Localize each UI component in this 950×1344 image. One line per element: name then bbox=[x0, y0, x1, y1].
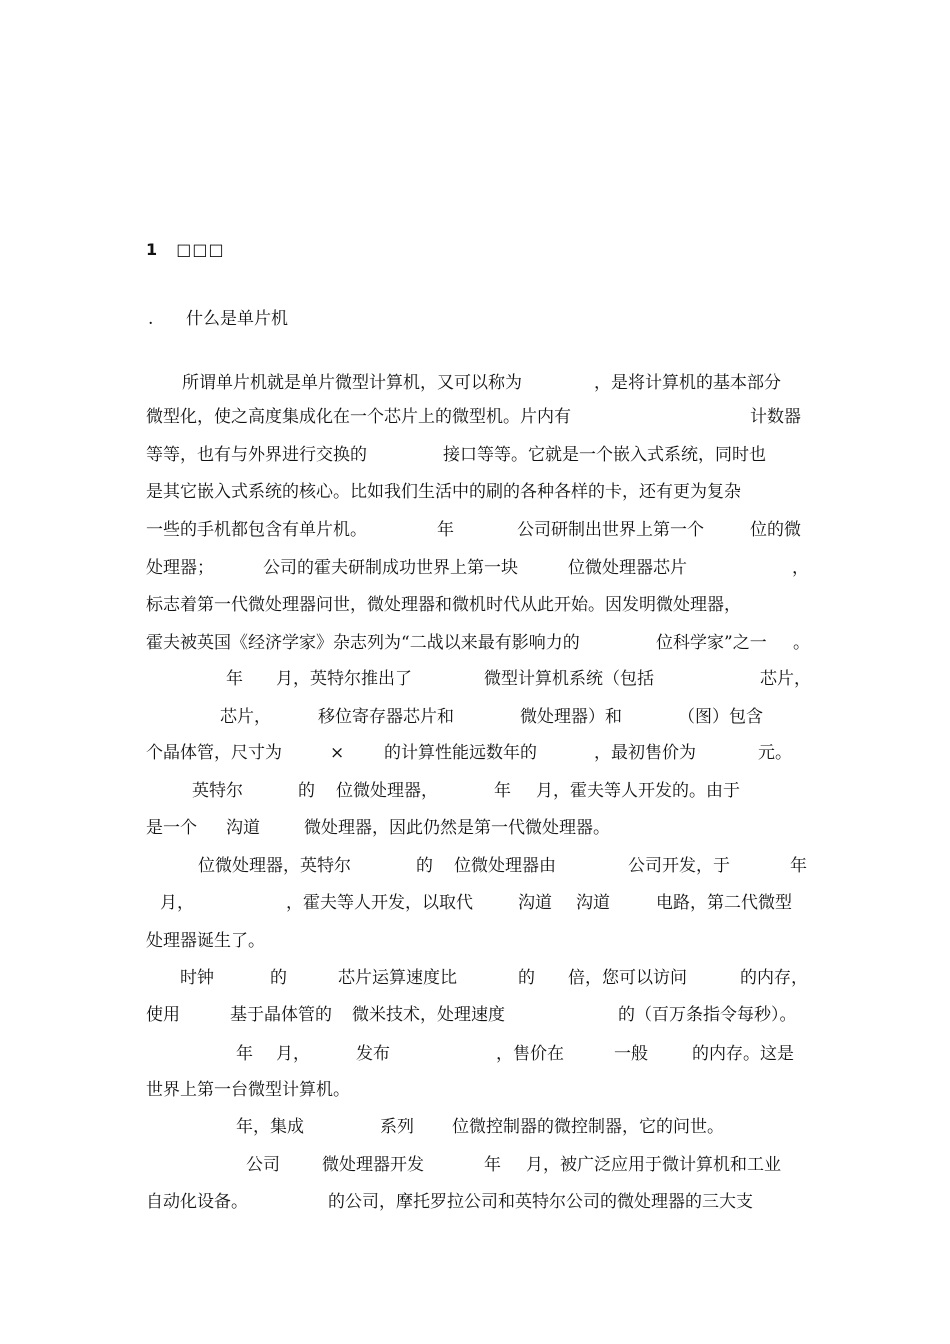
text-segment: 处理器诞生了。 bbox=[146, 931, 265, 951]
text-line bbox=[0, 665, 950, 693]
text-segment: 的公司，摩托罗拉公司和英特尔公司的微处理器的三大支 bbox=[328, 1192, 753, 1212]
text-segment: 微处理器，因此仍然是第一代微处理器。 bbox=[304, 818, 610, 838]
text-segment: 一般 bbox=[614, 1044, 648, 1064]
text-segment: 。 bbox=[793, 633, 810, 653]
text-segment: ，售价在 bbox=[496, 1044, 564, 1064]
text-line bbox=[0, 927, 950, 955]
text-segment: . bbox=[148, 309, 154, 329]
text-line bbox=[0, 964, 950, 992]
text-line bbox=[0, 403, 950, 431]
text-segment: 芯片， bbox=[220, 707, 271, 727]
text-segment: 是其它嵌入式系统的核心。比如我们生活中的刷的各种各样的卡，还有更为复杂 bbox=[146, 482, 741, 502]
text-segment: 的 bbox=[416, 856, 433, 876]
text-segment: 系列 bbox=[380, 1117, 414, 1137]
text-segment: 月，被广泛应用于微计算机和工业 bbox=[526, 1155, 781, 1175]
section-title: □□□ bbox=[176, 240, 225, 259]
text-segment: 微处理器）和 bbox=[520, 707, 622, 727]
text-segment: 微型计算机系统（包括 bbox=[484, 669, 654, 689]
text-segment: 公司开发，于 bbox=[628, 856, 730, 876]
text-line bbox=[0, 1040, 950, 1068]
text-segment: 微型化，使之高度集成化在一个芯片上的微型机。片内有 bbox=[146, 407, 571, 427]
text-line bbox=[0, 703, 950, 731]
text-line bbox=[0, 777, 950, 805]
text-segment: 的内存。这是 bbox=[692, 1044, 794, 1064]
text-segment: 月， bbox=[160, 893, 194, 913]
text-segment: ，最初售价为 bbox=[594, 743, 696, 763]
text-segment: 月，英特尔推出了 bbox=[276, 669, 412, 689]
text-segment: 微米技术，处理速度 bbox=[352, 1005, 505, 1025]
text-segment: 电路，第二代微型 bbox=[656, 893, 792, 913]
text-segment: 公司研制出世界上第一个 bbox=[517, 520, 704, 540]
text-line bbox=[0, 516, 950, 544]
text-segment: 所谓单片机就是单片微型计算机，又可以称为 bbox=[182, 373, 522, 393]
text-segment: 年 bbox=[484, 1155, 501, 1175]
text-segment: 标志着第一代微处理器问世，微处理器和微机时代从此开始。因发明微处理器， bbox=[146, 595, 741, 615]
text-segment: 芯片， bbox=[760, 669, 811, 689]
text-line bbox=[0, 1001, 950, 1029]
text-segment: 沟道 bbox=[518, 893, 552, 913]
text-line bbox=[0, 1113, 950, 1141]
text-segment: 月，霍夫等人开发的。由于 bbox=[536, 781, 740, 801]
text-segment: （图）包含 bbox=[678, 707, 763, 727]
text-segment: 公司的霍夫研制成功世界上第一块 bbox=[263, 558, 518, 578]
text-line bbox=[0, 739, 950, 767]
text-line bbox=[0, 369, 950, 397]
text-segment: 沟道 bbox=[576, 893, 610, 913]
text-segment: 英特尔 bbox=[192, 781, 243, 801]
text-segment: 微处理器开发 bbox=[322, 1155, 424, 1175]
text-segment: 世界上第一台微型计算机。 bbox=[146, 1080, 350, 1100]
text-segment: 位的微 bbox=[750, 520, 801, 540]
text-segment: ，霍夫等人开发，以取代 bbox=[286, 893, 473, 913]
text-segment: 使用 bbox=[146, 1005, 180, 1025]
text-segment: 芯片运算速度比 bbox=[338, 968, 457, 988]
text-line bbox=[0, 478, 950, 506]
text-segment: 是一个 bbox=[146, 818, 197, 838]
text-segment: 的（百万条指令每秒）。 bbox=[618, 1005, 797, 1025]
text-line bbox=[0, 814, 950, 842]
text-line bbox=[0, 591, 950, 619]
text-segment: 年 bbox=[226, 669, 243, 689]
text-segment: 霍夫被英国《经济学家》杂志列为“二战以来最有影响力的 bbox=[146, 633, 580, 653]
text-segment: 基于晶体管的 bbox=[230, 1005, 332, 1025]
text-segment: 时钟 bbox=[180, 968, 214, 988]
text-segment: 什么是单片机 bbox=[186, 309, 288, 329]
text-segment: 计数器 bbox=[750, 407, 801, 427]
text-segment: 一些的手机都包含有单片机。 bbox=[146, 520, 367, 540]
text-segment: 移位寄存器芯片和 bbox=[318, 707, 454, 727]
text-line bbox=[0, 1188, 950, 1216]
text-segment: 公司 bbox=[246, 1155, 280, 1175]
text-segment: ， bbox=[792, 558, 809, 578]
text-segment: 年 bbox=[437, 520, 454, 540]
text-segment: 月， bbox=[276, 1044, 310, 1064]
text-line bbox=[0, 852, 950, 880]
text-segment: 的 bbox=[270, 968, 287, 988]
text-segment: 年 bbox=[236, 1044, 253, 1064]
text-segment: 年 bbox=[790, 856, 807, 876]
text-segment: 位微处理器， bbox=[336, 781, 438, 801]
text-line bbox=[0, 554, 950, 582]
text-segment: × bbox=[330, 743, 345, 763]
text-line bbox=[0, 889, 950, 917]
text-line bbox=[0, 629, 950, 657]
text-segment: 位微处理器由 bbox=[454, 856, 556, 876]
text-line bbox=[0, 1151, 950, 1179]
text-segment: 年，集成 bbox=[236, 1117, 304, 1137]
text-segment: 位微处理器芯片 bbox=[568, 558, 687, 578]
text-line bbox=[0, 1076, 950, 1104]
section-number: 1 bbox=[146, 240, 158, 259]
text-segment: 的内存， bbox=[740, 968, 808, 988]
text-segment: 处理器； bbox=[146, 558, 214, 578]
text-segment: ，是将计算机的基本部分 bbox=[594, 373, 781, 393]
text-segment: 倍，您可以访问 bbox=[568, 968, 687, 988]
text-line bbox=[0, 441, 950, 469]
text-segment: 发布 bbox=[356, 1044, 390, 1064]
text-segment: 接口等等。它就是一个嵌入式系统，同时也 bbox=[443, 445, 766, 465]
section-heading bbox=[146, 236, 225, 264]
text-segment: 等等，也有与外界进行交换的 bbox=[146, 445, 367, 465]
text-segment: 自动化设备。 bbox=[146, 1192, 248, 1212]
text-segment: 位微控制器的微控制器，它的问世。 bbox=[452, 1117, 724, 1137]
text-segment: 个晶体管，尺寸为 bbox=[146, 743, 282, 763]
text-segment: 位微处理器，英特尔 bbox=[198, 856, 351, 876]
text-segment: 的计算性能远数年的 bbox=[384, 743, 537, 763]
text-segment: 位科学家”之一 bbox=[656, 633, 767, 653]
text-segment: 元。 bbox=[758, 743, 792, 763]
text-line bbox=[0, 305, 950, 333]
text-segment: 的 bbox=[298, 781, 315, 801]
text-segment: 沟道 bbox=[226, 818, 260, 838]
text-segment: 年 bbox=[494, 781, 511, 801]
text-segment: 的 bbox=[518, 968, 535, 988]
